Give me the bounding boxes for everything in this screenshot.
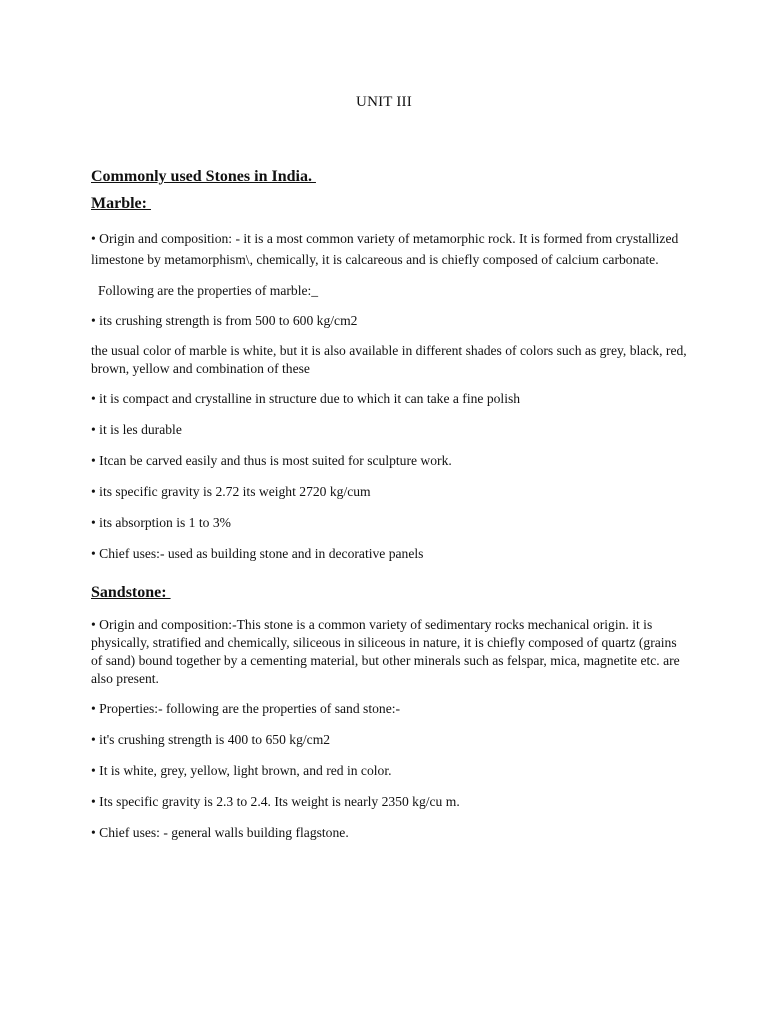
- marble-carved: • Itcan be carved easily and thus is most suited for sculpture work.: [91, 452, 691, 470]
- marble-properties-intro: Following are the properties of marble:_: [98, 283, 319, 298]
- sandstone-origin: • Origin and composition:-This stone is a common variety of sedimentary rocks mechanical origin. it is physically, stratified and chemically, siliceous in siliceous in nature, it is chiefly composed of quartz (grains of sand) bound together by a cementing material, but other minerals such as felspar, mica, magnetite etc. are also present.: [91, 616, 691, 688]
- document-body: [91, 168, 691, 842]
- marble-specific-gravity: • its specific gravity is 2.72 its weight 2720 kg/cum: [91, 483, 691, 501]
- marble-origin: • Origin and composition: - it is a most common variety of metamorphic rock. It is formed from crystallized limestone by metamorphism\, chemically, it is calcareous and is chiefly composed of calcium carbonate.: [91, 228, 691, 270]
- marble-chief-uses: • Chief uses:- used as building stone and in decorative panels: [91, 545, 691, 563]
- unit-title: UNIT III: [356, 94, 412, 110]
- sandstone-specific-gravity: • Its specific gravity is 2.3 to 2.4. Its weight is nearly 2350 kg/cu m.: [91, 793, 691, 811]
- marble-absorption: • its absorption is 1 to 3%: [91, 514, 691, 532]
- sandstone-properties: • Properties:- following are the properties of sand stone:-: [91, 700, 691, 718]
- sandstone-crushing-strength: • it's crushing strength is 400 to 650 kg/cm2: [91, 731, 691, 749]
- marble-durable: • it is les durable: [91, 421, 691, 439]
- marble-heading: Marble:: [91, 195, 151, 212]
- sandstone-heading: Sandstone:: [91, 584, 171, 601]
- marble-color: the usual color of marble is white, but it is also available in different shades of colors such as grey, black, red, brown, yellow and combination of these: [91, 343, 687, 376]
- section-heading: Commonly used Stones in India.: [91, 168, 316, 185]
- marble-compact: • it is compact and crystalline in structure due to which it can take a fine polish: [91, 390, 691, 408]
- sandstone-chief-uses: • Chief uses: - general walls building flagstone.: [91, 824, 691, 842]
- marble-crushing-strength: • its crushing strength is from 500 to 600 kg/cm2: [91, 312, 691, 330]
- sandstone-color: • It is white, grey, yellow, light brown, and red in color.: [91, 762, 691, 780]
